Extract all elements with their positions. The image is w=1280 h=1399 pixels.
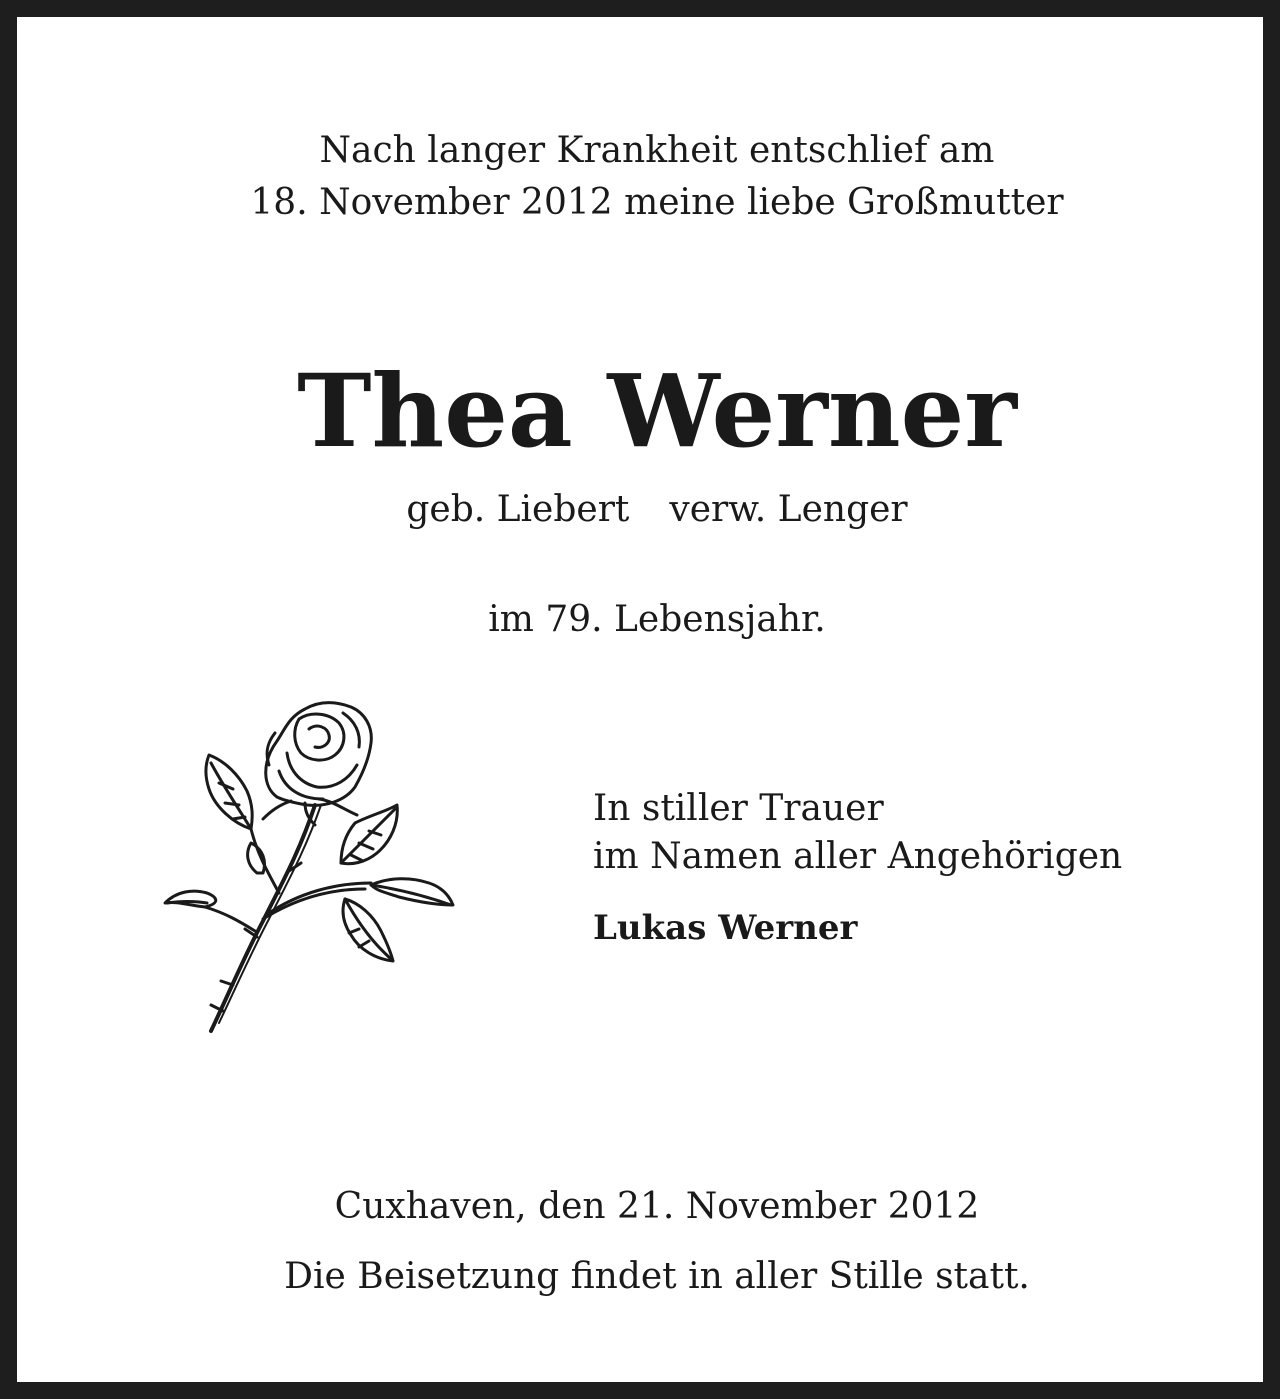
intro-text <box>34 125 1280 229</box>
mourning-line-1: In stiller Trauer <box>593 788 884 829</box>
place-date: Cuxhaven, den 21. November 2012 <box>334 1186 980 1227</box>
maiden-name: geb. Liebert <box>406 489 630 530</box>
age-line: im 79. Lebensjahr. <box>488 599 826 640</box>
intro-line-2: 18. November 2012 meine liebe Großmutter <box>250 182 1064 223</box>
signer-name: Lukas Werner <box>593 908 858 948</box>
deceased-name: Thea Werner <box>297 352 1017 470</box>
rose-icon <box>159 693 459 1043</box>
mourning-text <box>593 785 1122 881</box>
burial-note: Die Beisetzung findet in aller Stille statt. <box>284 1256 1030 1297</box>
intro-line-1: Nach langer Krankheit entschlief am <box>319 130 995 171</box>
name-details <box>34 487 1280 533</box>
mourning-line-2: im Namen aller Angehörigen <box>593 836 1123 877</box>
widowed-name: verw. Lenger <box>669 489 908 530</box>
